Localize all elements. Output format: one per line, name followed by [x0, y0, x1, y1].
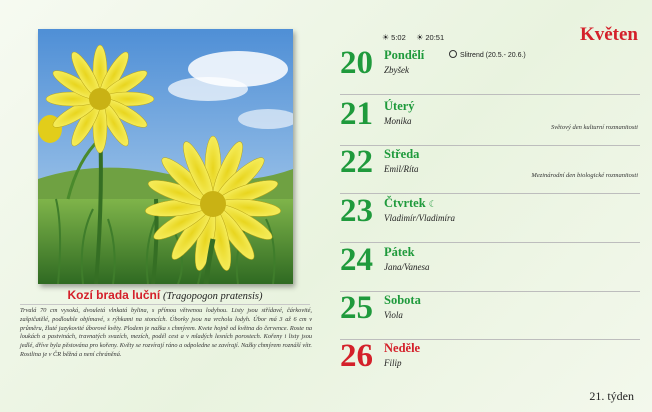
month-title: Květen	[579, 24, 638, 45]
zodiac-note-text: Slitrend (20.5.- 20.6.)	[460, 52, 526, 59]
day-row-sunday	[330, 330, 640, 388]
nameday: Viola	[384, 310, 403, 320]
sunrise-icon: ☀	[382, 33, 390, 42]
nameday: Zbyšek	[384, 65, 409, 75]
plant-description: Trvalá 70 cm vysoká, dvouletá vlnkatá bylina, s přímou větvenou lodyhou. Listy jsou střídavé, čárkovité, zašpičatělé, podlouhle objímavé, s rýhkami na stoncích. Úborky jsou na vrcholu lodyh. Úbor má 3 až 6 cm v průměru, žluté jazykovité úborové květy. Plodem je nažka s chmýrem. Kvete hojně od května do července. Roste na loukách a pastvinách, travnatých svazích, mezích, podél cest a v mladých lesních porostech. Kořeny i listy jsou jedlé, dříve byla pěstována pro kořeny. Květy se rozvírají ráno a odpoledne se zavírají. Nažky chmýrem roznáší vítr. Rostlina je v ČR běžná a není chráněná.	[20, 307, 312, 358]
nameday: Filip	[384, 358, 402, 368]
photo-caption	[20, 288, 310, 302]
nameday: Vladimír/Vladimíra	[384, 213, 456, 223]
weekday-name: Neděle	[384, 341, 421, 355]
weekday-name: Úterý	[384, 99, 415, 113]
weekday-name: Pondělí	[384, 48, 425, 62]
flower-photo	[38, 29, 293, 284]
plant-name: Kozí brada luční	[67, 288, 161, 302]
day-number: 23	[340, 193, 373, 229]
day-number: 20	[340, 45, 373, 81]
weekday-name: Středa	[384, 147, 420, 161]
day-number: 24	[340, 242, 373, 278]
sunset-time: 20:51	[425, 33, 445, 42]
plant-latin-name: (Tragopogon pratensis)	[163, 291, 263, 302]
sunset-icon: ☀	[416, 33, 424, 42]
day-number: 22	[340, 144, 373, 180]
nameday: Jana/Vanesa	[384, 262, 430, 272]
moon-phase-icon: ☾	[428, 199, 437, 209]
week-number: 21. týden	[589, 389, 634, 403]
sunrise-time: 5:02	[391, 33, 406, 42]
flower-illustration	[38, 29, 293, 284]
caption-divider	[20, 304, 310, 305]
day-row	[330, 37, 640, 95]
day-number: 25	[340, 290, 373, 326]
day-number: 26	[340, 338, 373, 374]
weekday-name: Čtvrtek ☾	[384, 196, 437, 210]
day-number: 21	[340, 96, 373, 132]
nameday: Emil/Ríta	[384, 164, 419, 174]
nameday: Monika	[384, 116, 412, 126]
day-event: Mezinárodní den biologické rozmanitosti	[531, 172, 638, 179]
weekday-name: Sobota	[384, 293, 421, 307]
weekday-name: Pátek	[384, 245, 415, 259]
day-event: Světový den kulturní rozmanitosti	[551, 124, 638, 131]
